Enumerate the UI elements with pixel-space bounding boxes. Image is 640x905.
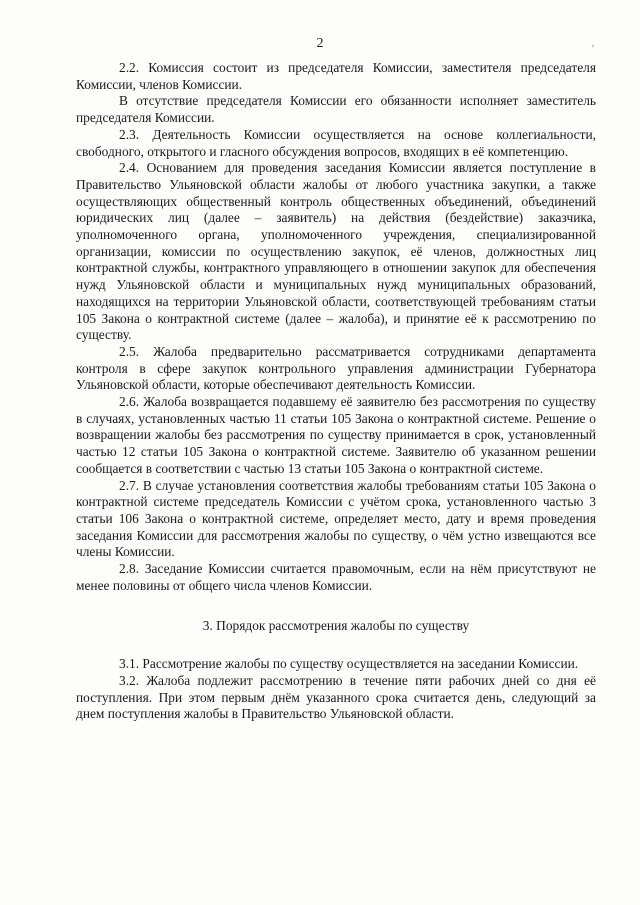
paragraph-2-2-substitute: В отсутствие председателя Комиссии его обязанности исполняет заместитель председателя Комиссии. [76, 93, 596, 126]
paragraph-2-2: 2.2. Комиссия состоит из председателя Комиссии, заместителя председателя Комиссии, членов Комиссии. [76, 60, 596, 92]
page-number: 2 [316, 36, 324, 51]
scan-mark: ' [592, 44, 594, 55]
paragraph-2-5: 2.5. Жалоба предварительно рассматривается сотрудниками департамента контроля в сфере закупок контрольного управления администрации Губернатора Ульяновской области, которые обеспечивают деятельность Комиссии. [76, 343, 596, 393]
paragraph-2-8: 2.8. Заседание Комиссии считается правомочным, если на нём присутствуют не менее половины от общего числа членов Комиссии. [76, 561, 596, 593]
paragraph-2-7: 2.7. В случае установления соответствия жалобы требованиям статьи 105 Закона о контрактной системе председатель Комиссии с учётом срока, установленного частью 3 статьи 106 Закона о контрактной системе, определяет место, дату и время проведения заседания Комиссии для рассмотрения жалобы по существу, о чём устно извещаются все члены Комиссии. [76, 477, 596, 560]
document-body [76, 60, 596, 723]
paragraph-3-1: 3.1. Рассмотрение жалобы по существу осуществляется на заседании Комиссии. [119, 656, 579, 672]
section-heading: 3. Порядок рассмотрения жалобы по существу [202, 617, 470, 633]
paragraph-3-2: 3.2. Жалоба подлежит рассмотрению в течение пяти рабочих дней со дня её поступления. При этом первым днём указанного срока считается день, следующий за днем поступления жалобы в Правительство Ульяновской области. [76, 672, 596, 722]
paragraph-2-3: 2.3. Деятельность Комиссии осуществляется на основе коллегиальности, свободного, открытого и гласного обсуждения вопросов, входящих в её компетенцию. [76, 126, 596, 159]
paragraph-2-4: 2.4. Основанием для проведения заседания Комиссии является поступление в Правительство Ульяновской области жалобы от любого участника закупки, а также осуществляющих общественный контроль общественных объединений, объединений юридических лиц (далее – заявитель) на действия (бездействие) заказчика, уполномоченного органа, уполномоченного учреждения, специализированной организации, комиссии по осуществлению закупок, её членов, должностных лиц контрактной службы, контрактного управляющего в отношении закупок для обеспечения нужд Ульяновской области и муниципальных нужд муниципальных образований, находящихся на территории Ульяновской области, соответствующей требованиям статьи 105 Закона о контрактной системе (далее – жалоба), и принятие её к рассмотрению по существу. [76, 160, 596, 343]
paragraph-2-6: 2.6. Жалоба возвращается подавшему её заявителю без рассмотрения по существу в случаях, установленных частью 11 статьи 105 Закона о контрактной системе. Решение о возвращении жалобы без рассмотрения по существу принимается в срок, установленный частью 12 статьи 105 Закона о контрактной системе. Заявителю об указанном решении сообщается в соответствии с частью 13 статьи 105 Закона о контрактной системе. [76, 394, 596, 476]
